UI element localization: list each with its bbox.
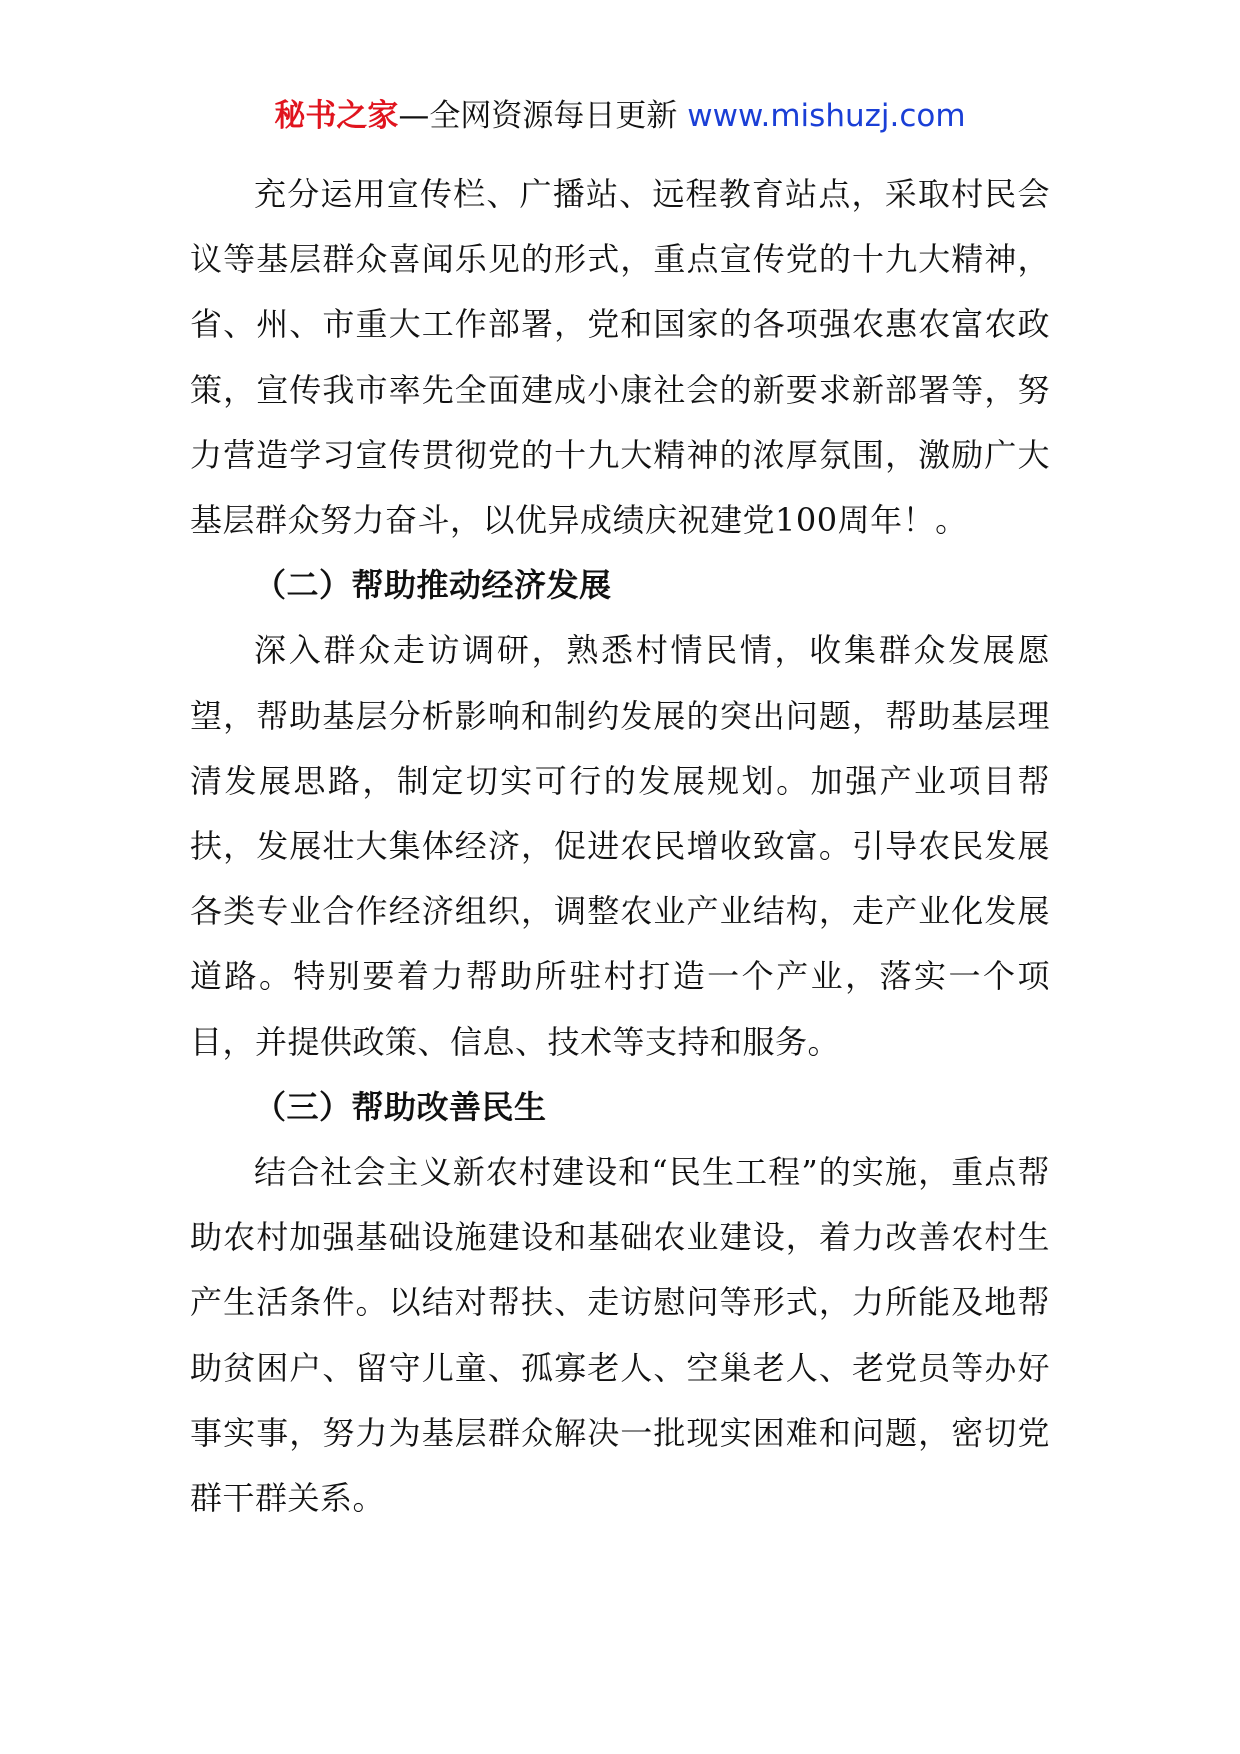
section-heading-livelihood: （三）帮助改善民生 [254, 1087, 547, 1126]
section-heading-economy: （二）帮助推动经济发展 [254, 566, 612, 605]
header-tagline: —全网资源每日更新 [398, 98, 678, 134]
paragraph-publicity: 充分运用宣传栏、广播站、远程教育站点，采取村民会议等基层群众喜闻乐见的形式，重点宣传党的十九大精神，省、州、市重大工作部署，党和国家的各项强农惠农富农政策，宣传我市率先全面建成小康社会的新要求新部署等，努力营造学习宣传贯彻党的十九大精神的浓厚氛围，激励广大基层群众努力奋斗，以优异成绩庆祝建党100周年！。 [190, 175, 1050, 540]
document-body [190, 162, 1050, 1531]
paragraph-livelihood: 结合社会主义新农村建设和“民生工程”的实施，重点帮助农村加强基础设施建设和基础农业建设，着力改善农村生产生活条件。以结对帮扶、走访慰问等形式，力所能及地帮助贫困户、留守儿童、孤寡老人、空巢老人、老党员等办好事实事，努力为基层群众解决一批现实困难和问题，密切党群干群关系。 [190, 1153, 1050, 1518]
page-header [0, 96, 1240, 136]
header-url-link[interactable]: www.mishuzj.com [687, 98, 966, 134]
brand-name: 秘书之家 [274, 98, 399, 134]
paragraph-economy: 深入群众走访调研，熟悉村情民情，收集群众发展愿望，帮助基层分析影响和制约发展的突出问题，帮助基层理清发展思路，制定切实可行的发展规划。加强产业项目帮扶，发展壮大集体经济，促进农民增收致富。引导农民发展各类专业合作经济组织，调整农业产业结构，走产业化发展道路。特别要着力帮助所驻村打造一个产业，落实一个项目，并提供政策、信息、技术等支持和服务。 [190, 631, 1050, 1061]
